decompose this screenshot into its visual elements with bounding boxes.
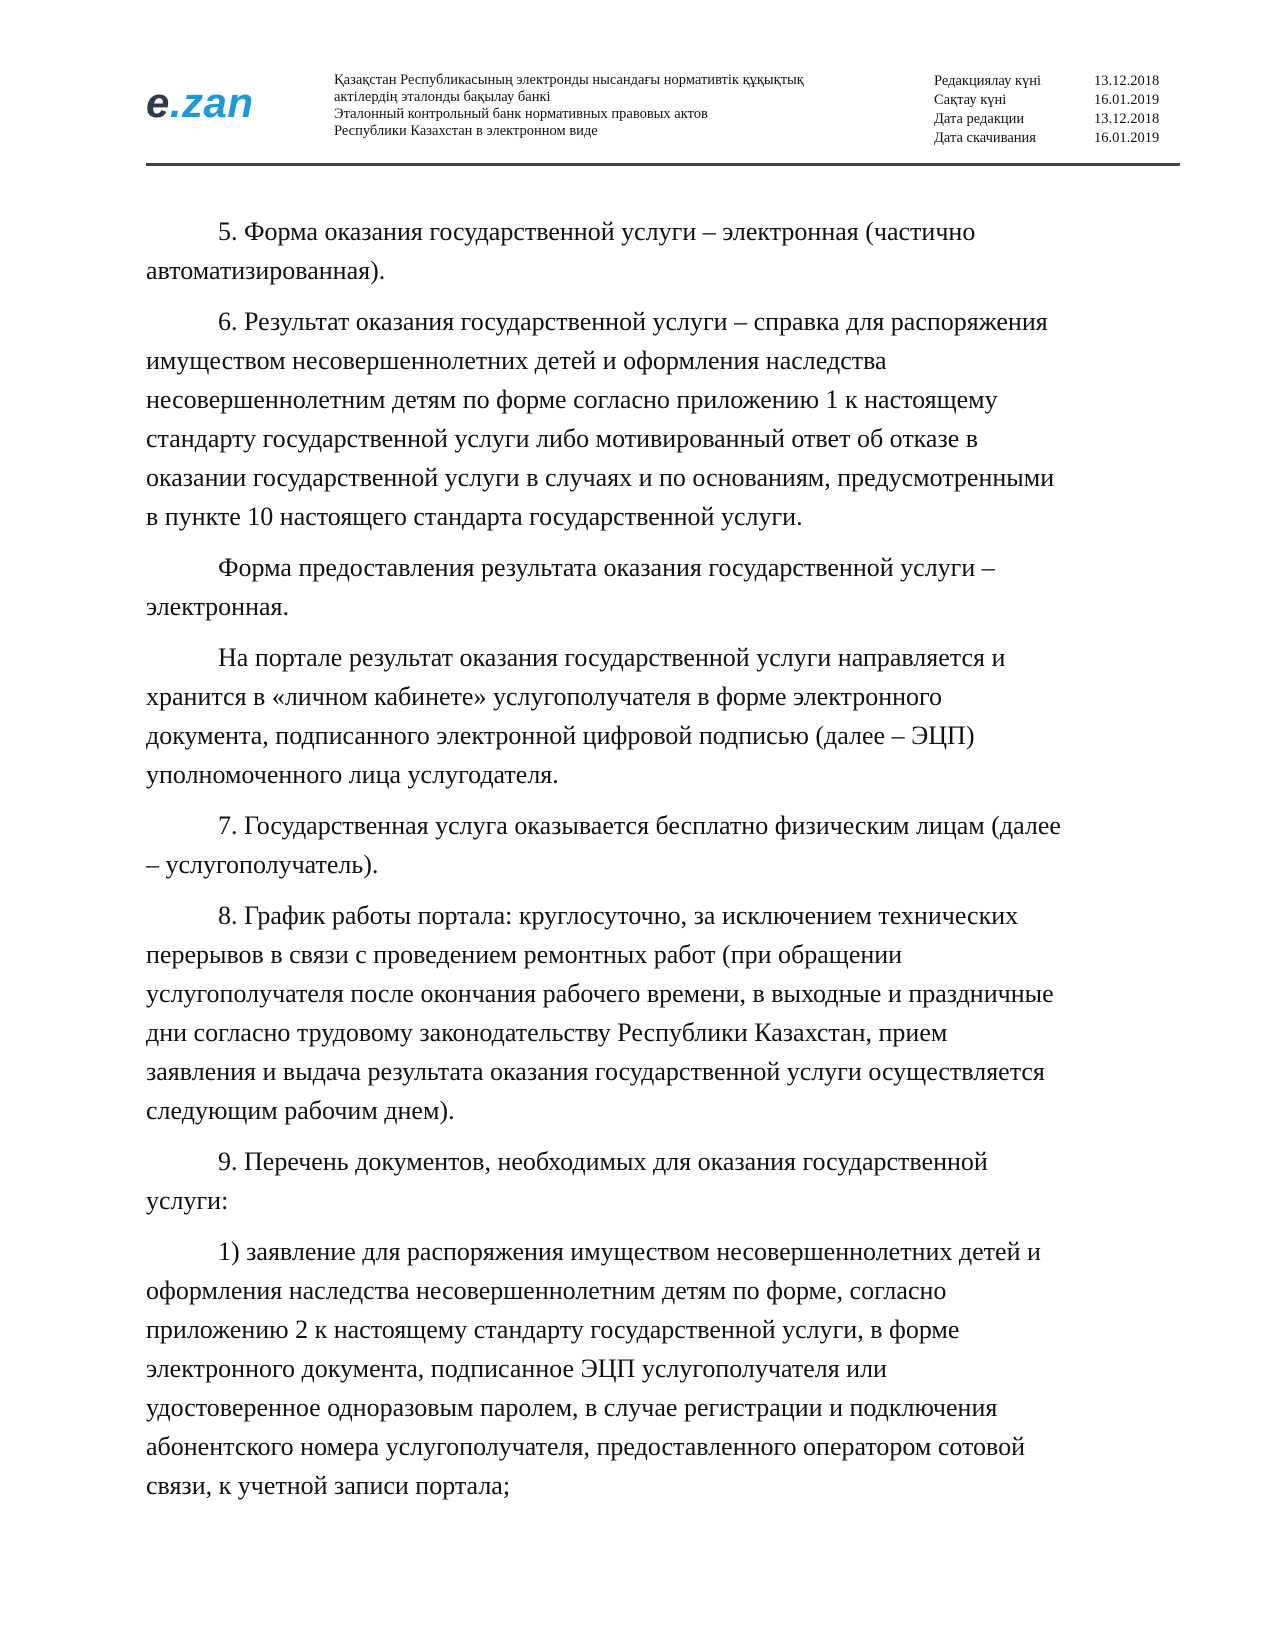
- header-divider: [146, 163, 1180, 166]
- date-row: [934, 72, 1184, 91]
- date-label: Сақтау күні: [934, 92, 1007, 108]
- paragraph-item-5: 5. Форма оказания государственной услуги – электронная (частично автоматизированная).: [146, 217, 976, 285]
- paragraph-item-7: 7. Государственная услуга оказывается бесплатно физическим лицам (далее – услугополучатель).: [146, 811, 1061, 879]
- paragraph-item-9: 9. Перечень документов, необходимых для оказания государственной услуги:: [146, 1147, 988, 1215]
- date-value: 13.12.2018: [1094, 111, 1160, 127]
- date-label: Дата редакции: [934, 111, 1025, 127]
- date-label: Дата скачивания: [934, 130, 1036, 146]
- logo-e: e: [146, 79, 170, 126]
- date-row: [934, 110, 1184, 129]
- paragraph-item-6: 6. Результат оказания государственной услуги – справка для распоряжения имуществом несовершеннолетних детей и оформления наследства несовершеннолетним детям по форме согласно приложению 1 к настоящему стандарту государственной услуги либо мотивированный ответ об отказе в оказании государственной услуги в случаях и по основаниям, предусмотренными в пункте 10 настоящего стандарта государственной услуги.: [146, 307, 1055, 531]
- bank-title-line: Эталонный контрольный банк нормативных правовых актов: [334, 106, 708, 122]
- date-row: [934, 91, 1184, 110]
- paragraph-result-form: Форма предоставления результата оказания государственной услуги – электронная.: [146, 553, 995, 621]
- paragraph-subitem-1: 1) заявление для распоряжения имуществом несовершеннолетних детей и оформления наследства несовершеннолетним детям по форме, согласно приложению 2 к настоящему стандарту государственной услуги, в форме электронного документа, подписанное ЭЦП услугополучателя или удостоверенное одноразовым паролем, в случае регистрации и подключения абонентского номера услугополучателя, предоставленного оператором сотовой связи, к учетной записи портала;: [146, 1237, 1041, 1500]
- document-header: [146, 68, 1180, 164]
- document-body: [146, 212, 1174, 1517]
- logo-dot: .: [169, 79, 183, 126]
- dates-block: [934, 72, 1184, 148]
- bank-title-line: Республики Казахстан в электронном виде: [334, 123, 598, 139]
- date-value: 16.01.2019: [1094, 130, 1160, 146]
- paragraph-portal-result: На портале результат оказания государственной услуги направляется и хранится в «личном кабинете» услугополучателя в форме электронного документа, подписанного электронной цифровой подписью (далее – ЭЦП) уполномоченного лица услугодателя.: [146, 643, 1006, 789]
- date-label: Редакциялау күні: [934, 73, 1042, 89]
- logo-zan: zan: [182, 79, 254, 126]
- bank-title-block: [334, 72, 804, 140]
- date-value: 16.01.2019: [1094, 92, 1160, 108]
- bank-title-line: актілердің эталонды бақылау банкі: [334, 89, 551, 105]
- bank-title-line: Қазақстан Республикасының электронды нысандағы нормативтік құқықтық: [334, 72, 804, 88]
- date-value: 13.12.2018: [1094, 73, 1160, 89]
- date-row: [934, 129, 1184, 148]
- ezan-logo: [146, 79, 254, 126]
- paragraph-item-8: 8. График работы портала: круглосуточно, за исключением технических перерывов в связи с проведением ремонтных работ (при обращении услугополучателя после окончания рабочего времени, в выходные и праздничные дни согласно трудовому законодательству Республики Казахстан, прием заявления и выдача результата оказания государственной услуги осуществляется следующим рабочим днем).: [146, 901, 1054, 1125]
